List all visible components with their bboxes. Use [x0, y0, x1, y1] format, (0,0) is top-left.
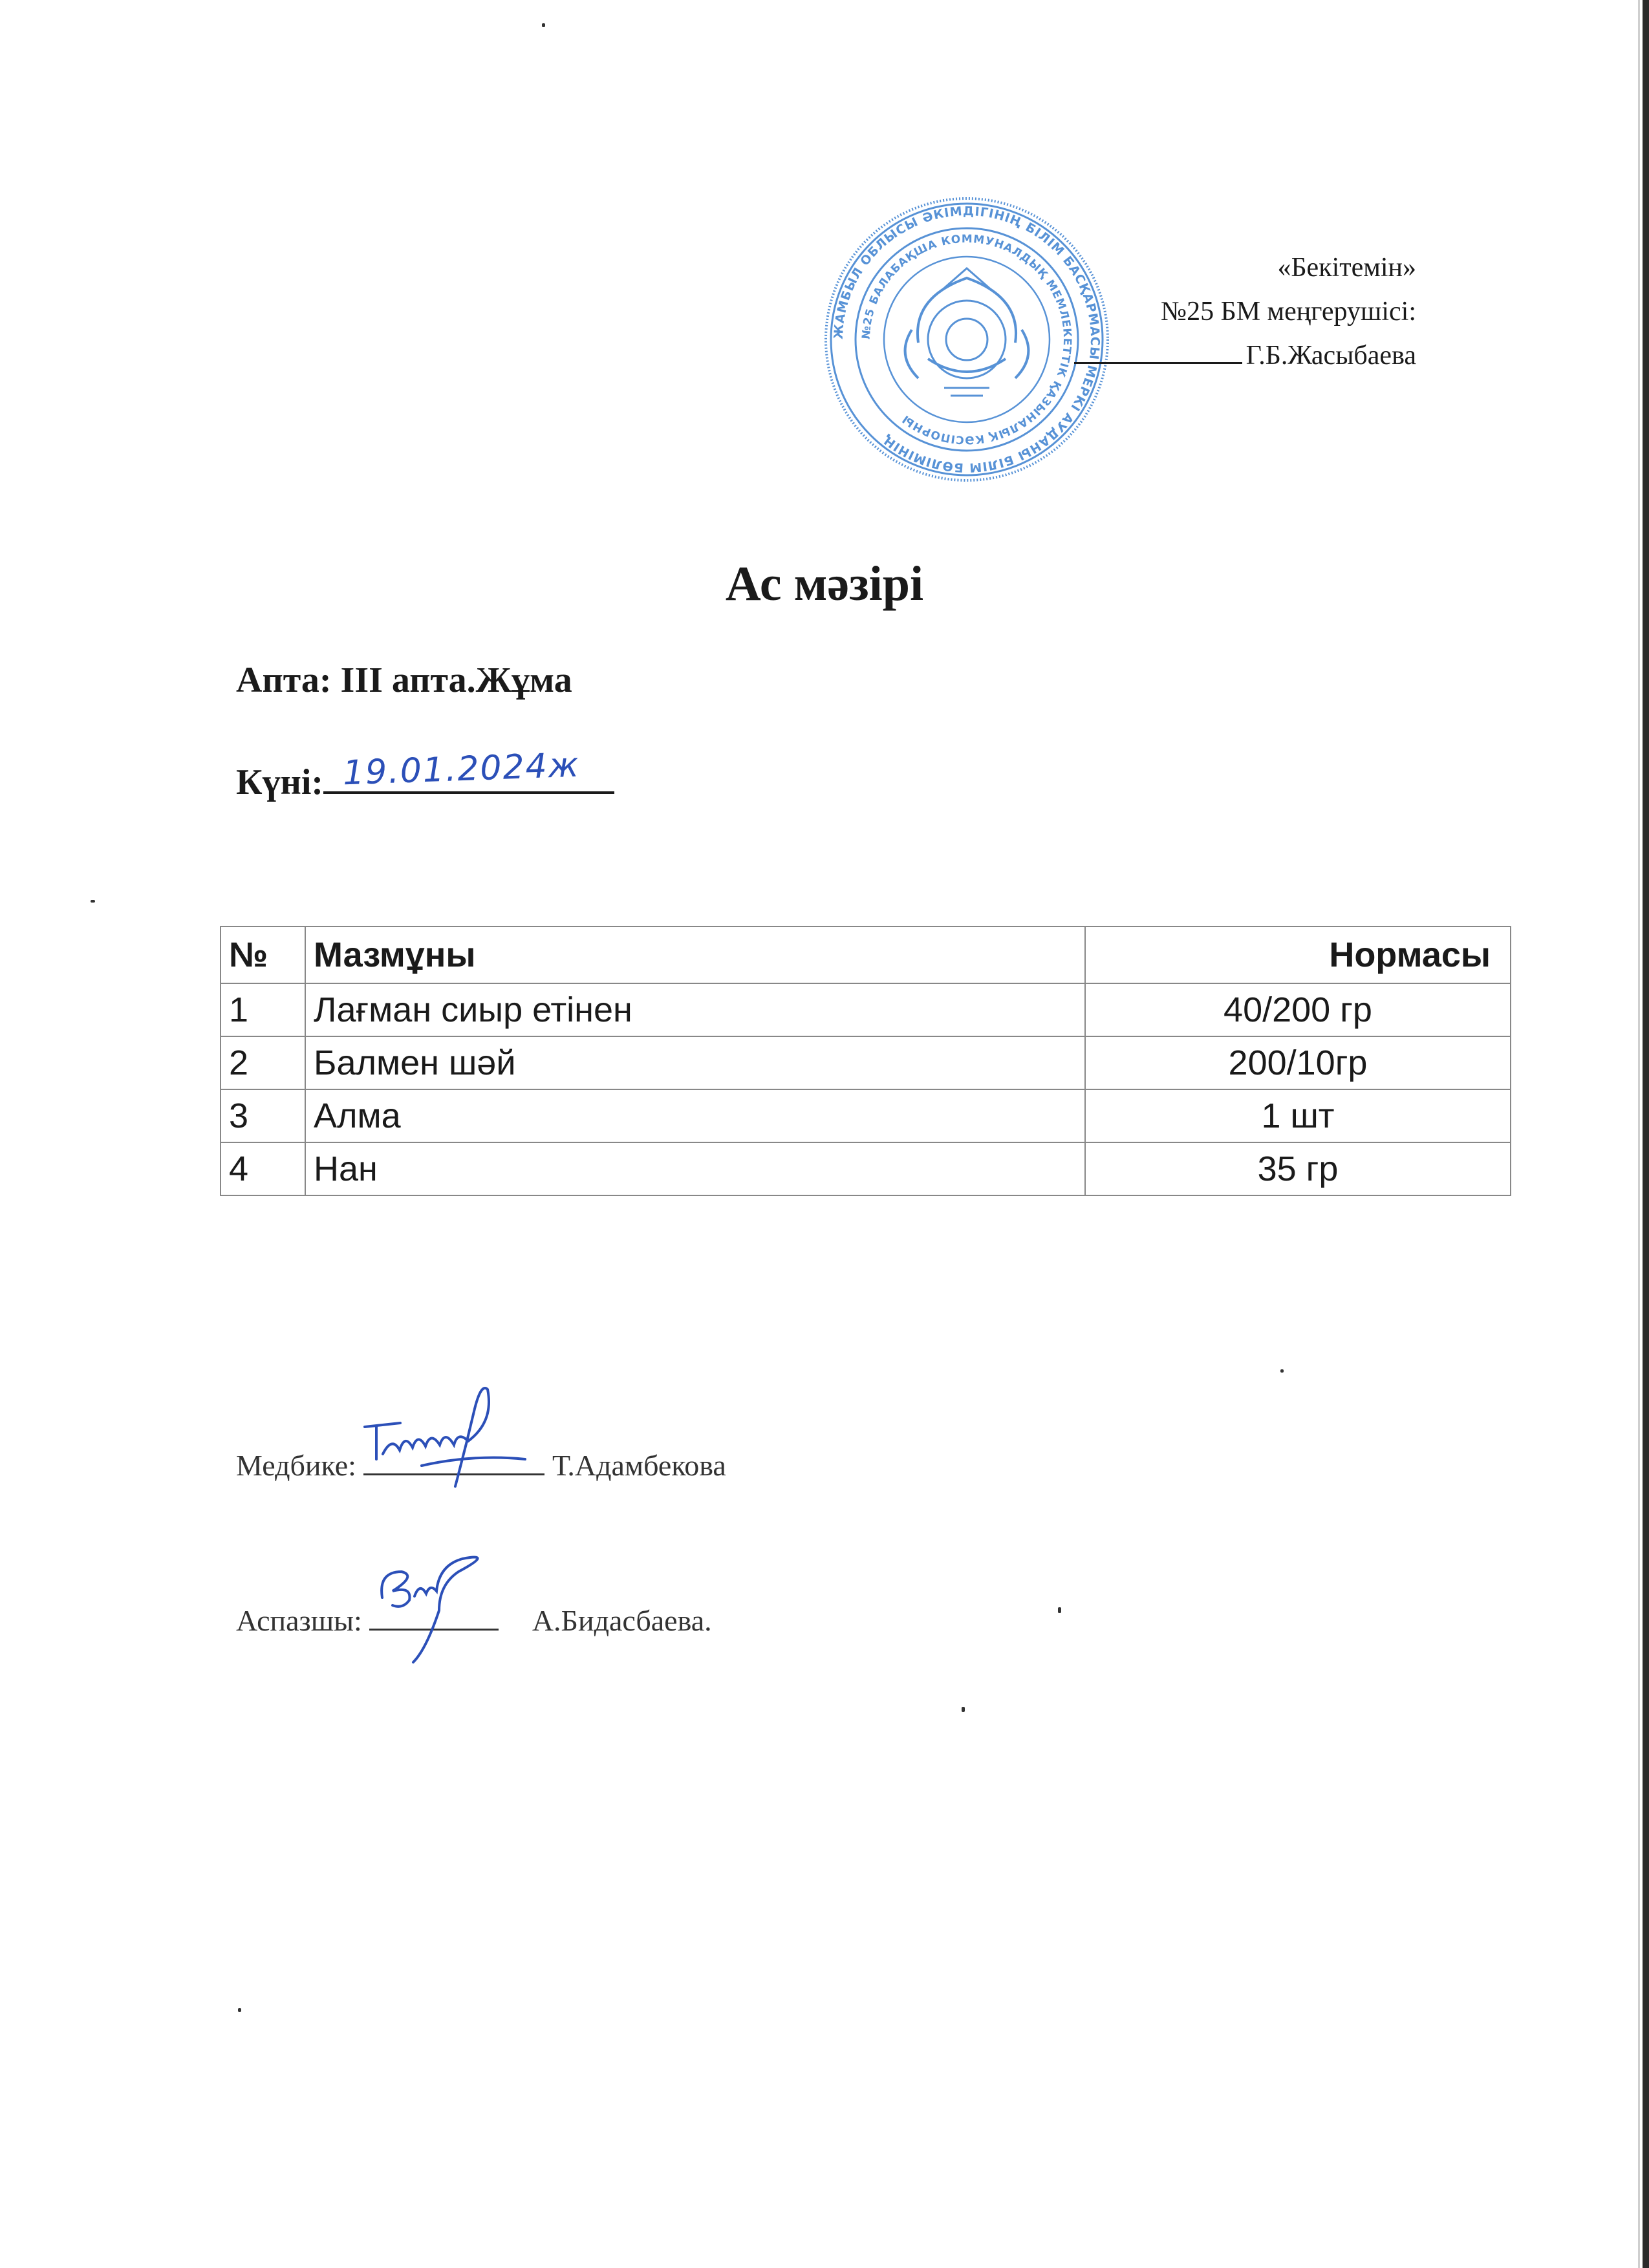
- date-handwritten: 19.01.2024ж: [342, 745, 581, 793]
- scan-speck: [238, 2008, 241, 2012]
- cook-label: Аспазшы:: [236, 1604, 362, 1637]
- table-row: [221, 1036, 1511, 1089]
- cook-name: А.Бидасбаева.: [532, 1604, 712, 1637]
- header-norm: Нормасы: [1085, 926, 1511, 983]
- week-row: [236, 659, 572, 701]
- row-name: Алма: [305, 1089, 1085, 1142]
- nurse-name: Т.Адамбекова: [552, 1449, 726, 1482]
- menu-table: [220, 926, 1511, 1196]
- date-field: [323, 745, 614, 794]
- row-norm: 40/200 гр: [1085, 983, 1511, 1036]
- row-norm: 1 шт: [1085, 1089, 1511, 1142]
- cook-signature-icon: [369, 1525, 499, 1635]
- scan-speck: [1280, 1369, 1284, 1373]
- row-num: 3: [221, 1089, 305, 1142]
- scan-edge: [1643, 0, 1649, 2268]
- scan-speck: [91, 900, 95, 903]
- scan-speck: [1058, 1607, 1061, 1613]
- date-row: [236, 745, 614, 803]
- scan-speck: [542, 23, 545, 27]
- approval-signature-row: [970, 334, 1416, 378]
- cook-signature-row: [236, 1600, 712, 1638]
- svg-text:№25 БАЛАБАҚША КОММУНАЛДЫҚ МЕМЛ: №25 БАЛАБАҚША КОММУНАЛДЫҚ МЕМЛЕКЕТТІК ҚАЗЫНАЛЫҚ КӘСІПОРНЫ: [859, 232, 1074, 447]
- week-label: Апта:: [236, 660, 332, 700]
- row-norm: 200/10гр: [1085, 1036, 1511, 1089]
- row-name: Балмен шәй: [305, 1036, 1085, 1089]
- nurse-signature-icon: [363, 1383, 544, 1480]
- approval-title: «Бекітемін»: [1277, 253, 1416, 283]
- header-num: №: [221, 926, 305, 983]
- table-row: [221, 1089, 1511, 1142]
- scan-speck: [962, 1707, 965, 1712]
- approval-position: №25 БМ меңгерушісі:: [1161, 297, 1416, 326]
- table-row: [221, 1142, 1511, 1195]
- table-row: [221, 983, 1511, 1036]
- week-value: ІІІ апта.Жұма: [340, 660, 572, 700]
- header-name: Мазмұны: [305, 926, 1085, 983]
- document-title: Ас мәзірі: [725, 557, 924, 611]
- nurse-signature-row: [236, 1445, 726, 1482]
- svg-text:ЖАМБЫЛ ОБЛЫСЫ ӘКІМДІГІНІҢ БІЛІ: ЖАМБЫЛ ОБЛЫСЫ ӘКІМДІГІНІҢ БІЛІМ БАСҚАРМАСЫ МЕРКІ АУДАНЫ БІЛІМ БӨЛІМІНІҢ: [831, 204, 1103, 475]
- row-num: 2: [221, 1036, 305, 1089]
- row-num: 1: [221, 983, 305, 1036]
- nurse-label: Медбике:: [236, 1449, 356, 1482]
- row-num: 4: [221, 1142, 305, 1195]
- approval-signature-line: [1074, 335, 1242, 364]
- row-norm: 35 гр: [1085, 1142, 1511, 1195]
- date-label: Күні:: [236, 762, 324, 802]
- nurse-signature-line: [363, 1445, 544, 1475]
- scan-edge-line: [1638, 0, 1640, 2268]
- table-header-row: [221, 926, 1511, 983]
- row-name: Нан: [305, 1142, 1085, 1195]
- approval-head-name: Г.Б.Жасыбаева: [1245, 341, 1416, 370]
- row-name: Лағман сиыр етінен: [305, 983, 1085, 1036]
- cook-signature-line: [369, 1600, 499, 1631]
- approval-block: [970, 246, 1416, 378]
